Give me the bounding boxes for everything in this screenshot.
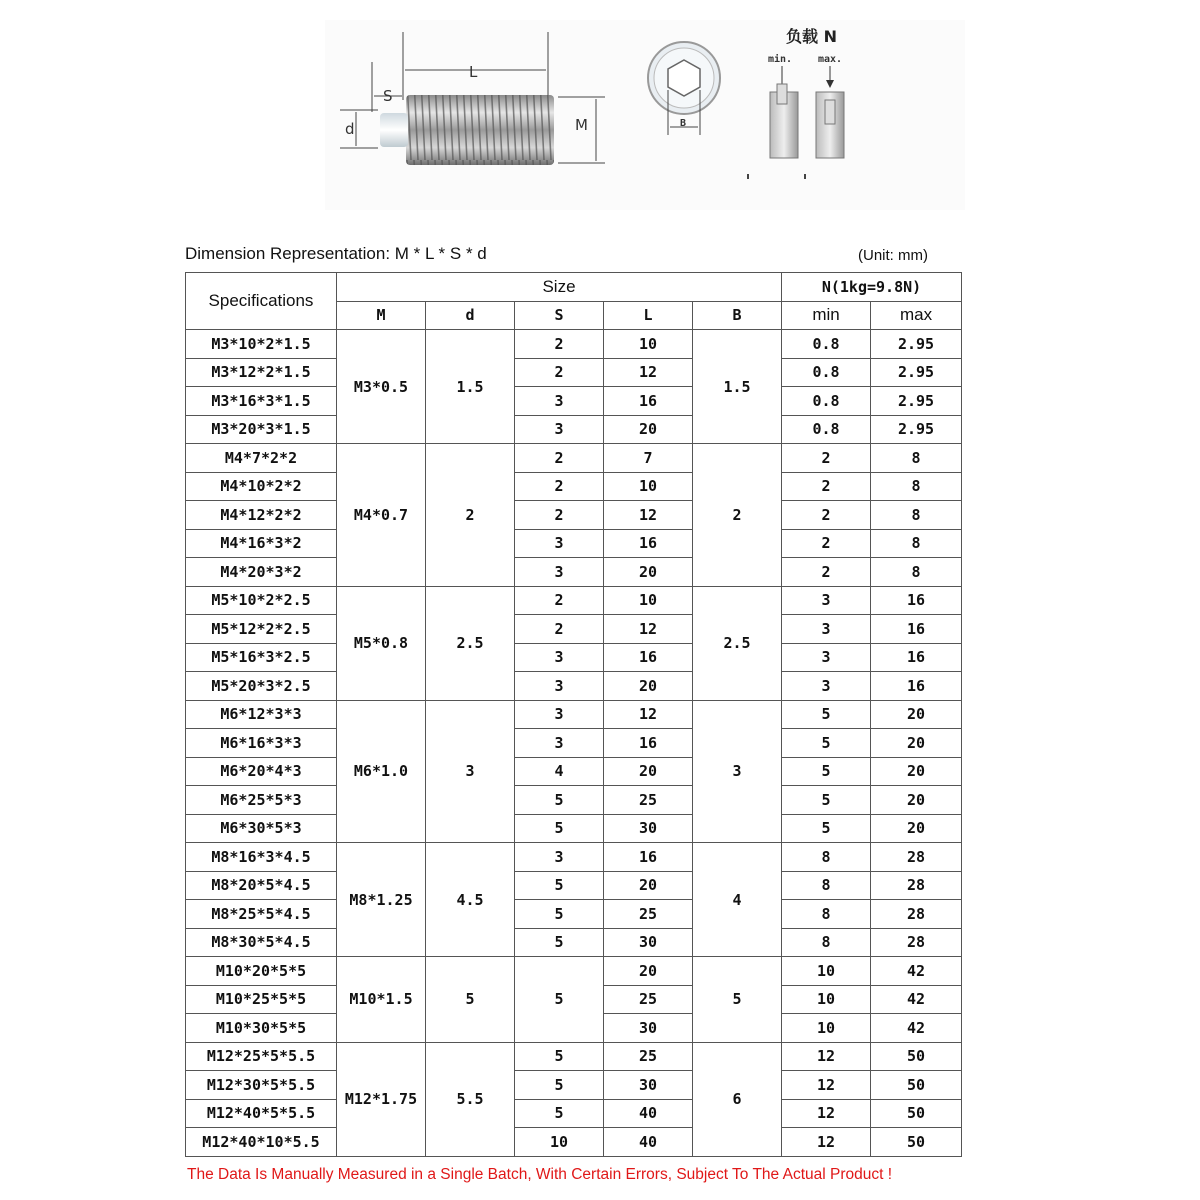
table-row [186, 615, 962, 644]
cell-S: 5 [515, 1071, 604, 1100]
cell-max: 42 [871, 957, 962, 986]
cell-spec: M12*30*5*5.5 [186, 1071, 337, 1100]
cell-max: 16 [871, 586, 962, 615]
table-row [186, 529, 962, 558]
cell-min: 0.8 [782, 330, 871, 359]
cell-spec: M12*25*5*5.5 [186, 1042, 337, 1071]
cell-max: 2.95 [871, 358, 962, 387]
cell-spec: M10*20*5*5 [186, 957, 337, 986]
cell-min: 12 [782, 1128, 871, 1157]
cell-S: 3 [515, 387, 604, 416]
cell-min: 5 [782, 814, 871, 843]
table-row [186, 672, 962, 701]
unit-label: (Unit: mm) [858, 247, 928, 264]
table-row [186, 957, 962, 986]
cell-S: 5 [515, 900, 604, 929]
cell-S: 3 [515, 843, 604, 872]
cell-min: 0.8 [782, 358, 871, 387]
cell-L: 7 [604, 444, 693, 473]
cell-L: 25 [604, 1042, 693, 1071]
cell-min: 10 [782, 985, 871, 1014]
table-row [186, 814, 962, 843]
cell-L: 30 [604, 1014, 693, 1043]
cell-max: 50 [871, 1042, 962, 1071]
cell-min: 3 [782, 643, 871, 672]
cell-L: 30 [604, 1071, 693, 1100]
cell-min: 10 [782, 957, 871, 986]
cell-M: M8*1.25 [337, 843, 426, 957]
max-label: max. [818, 54, 843, 65]
load-header: N(1kg=9.8N) [782, 273, 962, 302]
cell-min: 8 [782, 900, 871, 929]
cell-L: 16 [604, 387, 693, 416]
cell-min: 2 [782, 501, 871, 530]
cell-max: 8 [871, 529, 962, 558]
cell-L: 40 [604, 1099, 693, 1128]
cell-min: 12 [782, 1071, 871, 1100]
cell-spec: M6*25*5*3 [186, 786, 337, 815]
cell-L: 25 [604, 985, 693, 1014]
cell-min: 5 [782, 757, 871, 786]
table-row [186, 928, 962, 957]
cell-spec: M4*20*3*2 [186, 558, 337, 587]
cell-min: 2 [782, 529, 871, 558]
cell-spec: M6*20*4*3 [186, 757, 337, 786]
cell-B: 5 [693, 957, 782, 1043]
cell-spec: M5*10*2*2.5 [186, 586, 337, 615]
cell-max: 8 [871, 501, 962, 530]
cell-max: 16 [871, 643, 962, 672]
cell-spec: M4*10*2*2 [186, 472, 337, 501]
cell-S: 5 [515, 957, 604, 1043]
cell-S: 3 [515, 529, 604, 558]
table-row [186, 871, 962, 900]
label-B: B [680, 118, 687, 129]
cell-S: 2 [515, 615, 604, 644]
cell-max: 2.95 [871, 387, 962, 416]
cell-d: 5.5 [426, 1042, 515, 1156]
cell-B: 4 [693, 843, 782, 957]
cell-spec: M8*30*5*4.5 [186, 928, 337, 957]
label-L: L [469, 63, 478, 81]
cell-M: M6*1.0 [337, 700, 426, 843]
cell-max: 42 [871, 1014, 962, 1043]
cell-max: 16 [871, 672, 962, 701]
cell-spec: M6*12*3*3 [186, 700, 337, 729]
cell-L: 25 [604, 786, 693, 815]
cell-L: 10 [604, 330, 693, 359]
cell-L: 40 [604, 1128, 693, 1157]
table-row [186, 700, 962, 729]
table-row [186, 1099, 962, 1128]
cell-min: 5 [782, 700, 871, 729]
cell-L: 16 [604, 843, 693, 872]
cell-min: 0.8 [782, 415, 871, 444]
cell-S: 5 [515, 871, 604, 900]
table-row [186, 501, 962, 530]
cell-L: 16 [604, 643, 693, 672]
cell-S: 3 [515, 700, 604, 729]
cell-M: M5*0.8 [337, 586, 426, 700]
cell-L: 20 [604, 871, 693, 900]
cell-spec: M5*20*3*2.5 [186, 672, 337, 701]
table-row [186, 786, 962, 815]
label-S: S [383, 87, 393, 105]
spec-table [185, 272, 962, 1157]
cell-min: 2 [782, 472, 871, 501]
cell-S: 2 [515, 330, 604, 359]
cell-max: 50 [871, 1099, 962, 1128]
cell-max: 2.95 [871, 415, 962, 444]
cell-d: 1.5 [426, 330, 515, 444]
table-row [186, 558, 962, 587]
cell-S: 5 [515, 1042, 604, 1071]
cell-spec: M10*30*5*5 [186, 1014, 337, 1043]
cell-L: 20 [604, 672, 693, 701]
cell-spec: M4*12*2*2 [186, 501, 337, 530]
cell-spec: M12*40*10*5.5 [186, 1128, 337, 1157]
col-header-L: L [604, 301, 693, 330]
table-row [186, 387, 962, 416]
cell-max: 28 [871, 871, 962, 900]
cell-min: 0.8 [782, 387, 871, 416]
cell-S: 3 [515, 415, 604, 444]
cell-min: 8 [782, 843, 871, 872]
table-row [186, 1042, 962, 1071]
spec-header: Specifications [186, 273, 337, 330]
cell-spec: M4*16*3*2 [186, 529, 337, 558]
cell-spec: M3*20*3*1.5 [186, 415, 337, 444]
cell-L: 16 [604, 529, 693, 558]
cell-L: 10 [604, 472, 693, 501]
cell-min: 3 [782, 672, 871, 701]
cell-S: 4 [515, 757, 604, 786]
cell-spec: M3*16*3*1.5 [186, 387, 337, 416]
cell-min: 8 [782, 928, 871, 957]
cell-min: 5 [782, 786, 871, 815]
cell-spec: M5*16*3*2.5 [186, 643, 337, 672]
cell-spec: M5*12*2*2.5 [186, 615, 337, 644]
table-row [186, 757, 962, 786]
cell-max: 42 [871, 985, 962, 1014]
cell-max: 50 [871, 1128, 962, 1157]
col-header-min: min [782, 301, 871, 330]
cell-L: 12 [604, 501, 693, 530]
cell-min: 12 [782, 1042, 871, 1071]
cell-S: 5 [515, 786, 604, 815]
cell-spec: M12*40*5*5.5 [186, 1099, 337, 1128]
cell-d: 3 [426, 700, 515, 843]
cell-min: 5 [782, 729, 871, 758]
table-row [186, 472, 962, 501]
cell-min: 2 [782, 444, 871, 473]
cell-spec: M8*16*3*4.5 [186, 843, 337, 872]
cell-S: 2 [515, 444, 604, 473]
cell-S: 5 [515, 1099, 604, 1128]
cell-S: 3 [515, 643, 604, 672]
cell-B: 6 [693, 1042, 782, 1156]
cell-S: 2 [515, 472, 604, 501]
table-row [186, 643, 962, 672]
cell-spec: M6*30*5*3 [186, 814, 337, 843]
cell-max: 28 [871, 900, 962, 929]
cell-spec: M8*20*5*4.5 [186, 871, 337, 900]
cell-B: 1.5 [693, 330, 782, 444]
product-diagram [0, 0, 1200, 230]
cell-B: 2.5 [693, 586, 782, 700]
cell-min: 8 [782, 871, 871, 900]
table-row [186, 330, 962, 359]
disclaimer-text: The Data Is Manually Measured in a Single Batch, With Certain Errors, Subject To The Actual Product ! [187, 1166, 893, 1183]
cell-L: 20 [604, 558, 693, 587]
table-row [186, 729, 962, 758]
cell-S: 3 [515, 558, 604, 587]
cell-S: 2 [515, 358, 604, 387]
cell-min: 3 [782, 615, 871, 644]
cell-L: 12 [604, 358, 693, 387]
cell-S: 5 [515, 928, 604, 957]
table-body [186, 330, 962, 1157]
col-header-S: S [515, 301, 604, 330]
cell-M: M4*0.7 [337, 444, 426, 587]
table-header [186, 273, 962, 330]
table-row [186, 843, 962, 872]
table-row [186, 586, 962, 615]
cell-B: 3 [693, 700, 782, 843]
cell-d: 2.5 [426, 586, 515, 700]
cell-M: M12*1.75 [337, 1042, 426, 1156]
plunger-pin [380, 113, 408, 147]
cell-max: 50 [871, 1071, 962, 1100]
cell-max: 20 [871, 700, 962, 729]
col-header-max: max [871, 301, 962, 330]
cell-L: 20 [604, 957, 693, 986]
cell-spec: M6*16*3*3 [186, 729, 337, 758]
cell-S: 5 [515, 814, 604, 843]
cell-max: 28 [871, 928, 962, 957]
cell-L: 30 [604, 928, 693, 957]
cell-max: 20 [871, 757, 962, 786]
cell-S: 3 [515, 729, 604, 758]
cell-d: 2 [426, 444, 515, 587]
cell-max: 20 [871, 786, 962, 815]
cell-L: 10 [604, 586, 693, 615]
table-row [186, 444, 962, 473]
cell-L: 12 [604, 615, 693, 644]
label-d: d [345, 120, 355, 138]
table-row [186, 900, 962, 929]
cell-M: M3*0.5 [337, 330, 426, 444]
cell-S: 2 [515, 501, 604, 530]
cell-min: 12 [782, 1099, 871, 1128]
cell-L: 20 [604, 415, 693, 444]
cell-L: 20 [604, 757, 693, 786]
cell-d: 5 [426, 957, 515, 1043]
table-row [186, 358, 962, 387]
cell-max: 28 [871, 843, 962, 872]
col-header-M: M [337, 301, 426, 330]
table-row [186, 1128, 962, 1157]
cell-S: 10 [515, 1128, 604, 1157]
cell-max: 16 [871, 615, 962, 644]
min-label: min. [768, 54, 793, 65]
cell-spec: M4*7*2*2 [186, 444, 337, 473]
cell-spec: M3*10*2*1.5 [186, 330, 337, 359]
label-M: M [575, 116, 588, 134]
cell-max: 8 [871, 472, 962, 501]
screw-side-view [380, 95, 554, 165]
cell-d: 4.5 [426, 843, 515, 957]
cell-L: 12 [604, 700, 693, 729]
table-row [186, 415, 962, 444]
cell-B: 2 [693, 444, 782, 587]
cell-L: 16 [604, 729, 693, 758]
cell-spec: M10*25*5*5 [186, 985, 337, 1014]
cell-max: 8 [871, 558, 962, 587]
cell-S: 3 [515, 672, 604, 701]
cell-spec: M3*12*2*1.5 [186, 358, 337, 387]
cell-spec: M8*25*5*4.5 [186, 900, 337, 929]
cell-max: 2.95 [871, 330, 962, 359]
table-row [186, 1071, 962, 1100]
cell-max: 20 [871, 814, 962, 843]
size-header: Size [337, 273, 782, 302]
cell-min: 2 [782, 558, 871, 587]
load-label: 负载 N [786, 27, 837, 46]
cell-max: 8 [871, 444, 962, 473]
col-header-B: B [693, 301, 782, 330]
cell-min: 10 [782, 1014, 871, 1043]
dimension-title: Dimension Representation: M * L * S * d [185, 244, 487, 263]
cell-M: M10*1.5 [337, 957, 426, 1043]
col-header-d: d [426, 301, 515, 330]
cell-max: 20 [871, 729, 962, 758]
cell-S: 2 [515, 586, 604, 615]
cell-min: 3 [782, 586, 871, 615]
cell-L: 30 [604, 814, 693, 843]
cell-L: 25 [604, 900, 693, 929]
